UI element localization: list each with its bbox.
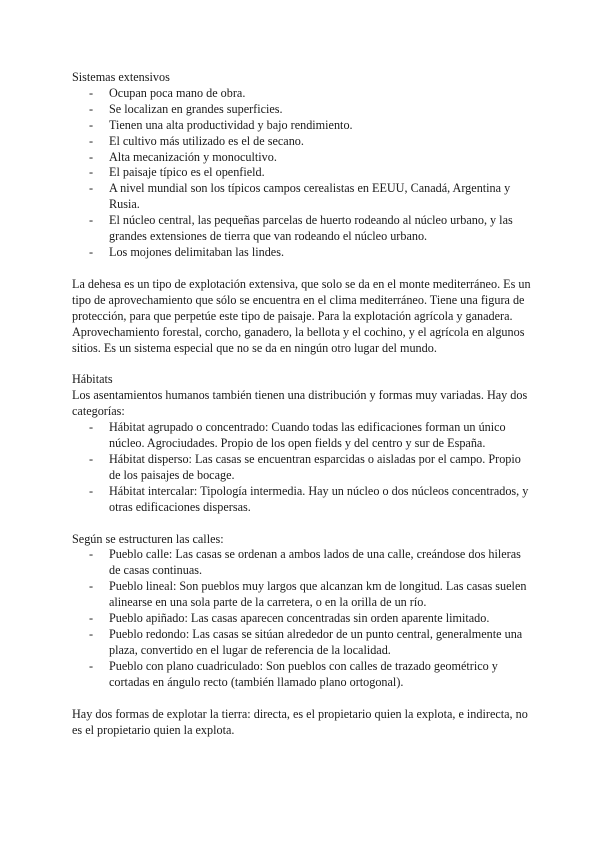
dehesa-paragraph: La dehesa es un tipo de explotación extensiva, que solo se da en el monte mediterráneo. Es un tipo de aprovechamiento que sólo se encuentra en el clima mediterráneo. Tiene una figura de protección, para que perpetúe este tipo de paisaje. Para la explotación agrícola y ganadera. Aprovechamiento forestal, corcho, ganadero, la bellota y el cochino, y el agrícola en algunos sitios. Es un sistema especial que no se da en ningún otro lugar del mundo. bbox=[72, 276, 531, 355]
list-item bbox=[72, 102, 532, 118]
list-item bbox=[72, 213, 532, 245]
list-item bbox=[72, 659, 532, 691]
list-item-text: El cultivo más utilizado es el de secano. bbox=[109, 133, 304, 148]
dash-bullet: - bbox=[89, 101, 94, 116]
list-item-text: El paisaje típico es el openfield. bbox=[109, 165, 265, 180]
list-item-text: Se localizan en grandes superficies. bbox=[109, 101, 283, 116]
list-item-text: Tienen una alta productividad y bajo rendimiento. bbox=[109, 117, 353, 132]
spacer bbox=[72, 261, 532, 277]
list-item bbox=[72, 86, 532, 102]
list-item-text: Pueblo apiñado: Las casas aparecen concentradas sin orden aparente limitado. bbox=[109, 611, 490, 626]
list-item bbox=[72, 420, 532, 452]
list-item-text: Hábitat disperso: Las casas se encuentran esparcidas o aisladas por el campo. Propio de los paisajes de bocage. bbox=[109, 451, 521, 482]
list-item-text: Alta mecanización y monocultivo. bbox=[109, 149, 277, 164]
dash-bullet: - bbox=[89, 181, 94, 196]
list-item bbox=[72, 484, 532, 516]
list-item bbox=[72, 547, 532, 579]
village-types-list bbox=[72, 547, 532, 690]
spacer bbox=[72, 516, 532, 532]
section-heading-habitats: Hábitats bbox=[72, 372, 113, 387]
section-heading-extensive-systems: Sistemas extensivos bbox=[72, 70, 170, 84]
dash-bullet: - bbox=[89, 117, 94, 132]
dash-bullet: - bbox=[89, 547, 94, 562]
habitats-list bbox=[72, 420, 532, 515]
dash-bullet: - bbox=[89, 611, 94, 626]
streets-intro: Según se estructuren las calles: bbox=[72, 531, 224, 546]
list-item-text: Pueblo lineal: Son pueblos muy largos que alcanzan km de longitud. Las casas suelen alinearse en una sola parte de la carretera, o en la orilla de un río. bbox=[109, 579, 527, 610]
dash-bullet: - bbox=[89, 133, 94, 148]
list-item bbox=[72, 452, 532, 484]
list-item bbox=[72, 118, 532, 134]
list-item bbox=[72, 165, 532, 181]
list-item-text: Pueblo redondo: Las casas se sitúan alrededor de un punto central, generalmente una plaza, convertido en el lugar de referencia de la localidad. bbox=[109, 627, 523, 657]
dash-bullet: - bbox=[89, 149, 94, 164]
dash-bullet: - bbox=[89, 451, 94, 466]
list-item bbox=[72, 134, 532, 150]
dash-bullet: - bbox=[89, 579, 94, 594]
dash-bullet: - bbox=[89, 213, 94, 228]
dash-bullet: - bbox=[89, 627, 94, 641]
dash-bullet: - bbox=[89, 483, 94, 498]
list-item-text: Hábitat agrupado o concentrado: Cuando todas las edificaciones forman un único núcleo. Agrociudades. Propio de los open fields y del centro y sur de España. bbox=[109, 420, 506, 451]
list-item-text: Hábitat intercalar: Tipología intermedia. Hay un núcleo o dos núcleos concentrados, y otras edificaciones dispersas. bbox=[109, 483, 529, 514]
list-item-text: A nivel mundial son los típicos campos cerealistas en EEUU, Canadá, Argentina y Rusia. bbox=[109, 181, 511, 212]
document-page bbox=[72, 70, 532, 738]
list-item bbox=[72, 181, 532, 213]
list-item-text: Pueblo calle: Las casas se ordenan a ambos lados de una calle, creándose dos hileras de casas continuas. bbox=[109, 547, 521, 578]
habitats-intro: Los asentamientos humanos también tienen una distribución y formas muy variadas. Hay dos categorías: bbox=[72, 388, 528, 419]
list-item-text: Los mojones delimitaban las lindes. bbox=[109, 244, 284, 259]
list-item bbox=[72, 150, 532, 166]
list-item bbox=[72, 627, 532, 659]
spacer bbox=[72, 691, 532, 707]
dash-bullet: - bbox=[89, 244, 94, 259]
list-item bbox=[72, 245, 532, 261]
spacer bbox=[72, 356, 532, 372]
dash-bullet: - bbox=[89, 85, 94, 100]
dash-bullet: - bbox=[89, 420, 94, 435]
extensive-systems-list bbox=[72, 86, 532, 261]
list-item-text: Ocupan poca mano de obra. bbox=[109, 85, 246, 100]
dash-bullet: - bbox=[89, 165, 94, 180]
final-paragraph: Hay dos formas de explotar la tierra: directa, es el propietario quien la explota, e indirecta, no es el propietario quien la explota. bbox=[72, 706, 528, 737]
dash-bullet: - bbox=[89, 658, 94, 673]
list-item bbox=[72, 579, 532, 611]
list-item-text: Pueblo con plano cuadriculado: Son pueblos con calles de trazado geométrico y cortadas en ángulo recto (también llamado plano ortogonal). bbox=[109, 658, 498, 689]
list-item-text: El núcleo central, las pequeñas parcelas de huerto rodeando al núcleo urbano, y las grandes extensiones de tierra que van rodeando el núcleo urbano. bbox=[109, 213, 513, 244]
list-item bbox=[72, 611, 532, 627]
